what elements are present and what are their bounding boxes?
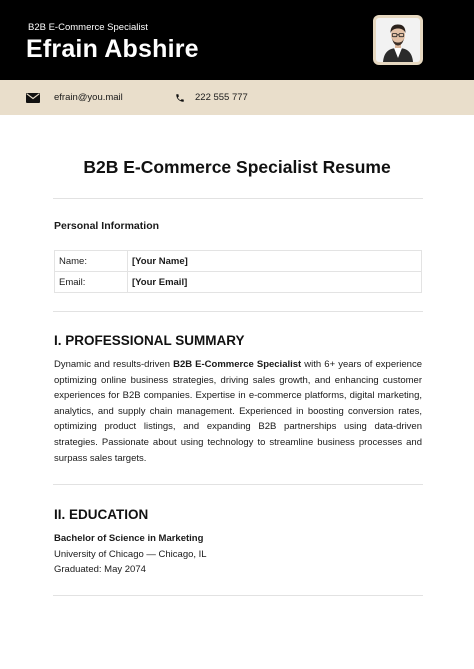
education-heading: II. EDUCATION [54, 507, 149, 522]
divider [53, 484, 423, 485]
summary-lead: Dynamic and results-driven [54, 359, 174, 370]
table-row [55, 251, 422, 272]
divider [53, 311, 423, 312]
degree: Bachelor of Science in Marketing [54, 533, 204, 544]
education-entry [54, 531, 207, 578]
contact-email [26, 80, 123, 115]
profile-photo-image [376, 18, 420, 62]
job-title: B2B E-Commerce Specialist [28, 22, 148, 33]
graduation-date: Graduated: May 2074 [54, 564, 146, 576]
email-value: [Your Email] [128, 272, 422, 293]
name-value: [Your Name] [128, 251, 422, 272]
document-title: B2B E-Commerce Specialist Resume [83, 157, 391, 177]
contact-phone [175, 80, 248, 115]
personal-info-table [54, 250, 422, 293]
contact-bar [0, 80, 474, 115]
envelope-icon [26, 93, 40, 103]
summary-heading: I. PROFESSIONAL SUMMARY [54, 333, 245, 348]
profile-photo [373, 15, 423, 65]
email-label: Email: [55, 272, 128, 293]
summary-paragraph [54, 357, 422, 466]
candidate-name: Efrain Abshire [26, 35, 199, 63]
school: University of Chicago — Chicago, IL [54, 548, 207, 560]
personal-info-heading: Personal Information [54, 220, 160, 232]
phone-icon [175, 93, 185, 103]
summary-body: with 6+ years of experience optimizing online business strategies, driving sales growth, and enhancing customer experiences for B2B companies. Expertise in e-commerce platforms, digital marketing, analytics, and supply chain management. Experienced in boosting conversion rates, optimizing product listings, and expanding B2B partnerships using data-driven strategies. Passionate about using technology to streamline business processes and surpass sales targets. [54, 359, 422, 464]
divider [53, 198, 423, 199]
resume-header [0, 0, 474, 80]
divider [53, 595, 423, 596]
phone-text: 222 555 777 [195, 92, 248, 103]
table-row [55, 272, 422, 293]
name-label: Name: [55, 251, 128, 272]
summary-highlight: B2B E-Commerce Specialist [173, 359, 302, 370]
email-text: efrain@you.mail [54, 92, 123, 103]
